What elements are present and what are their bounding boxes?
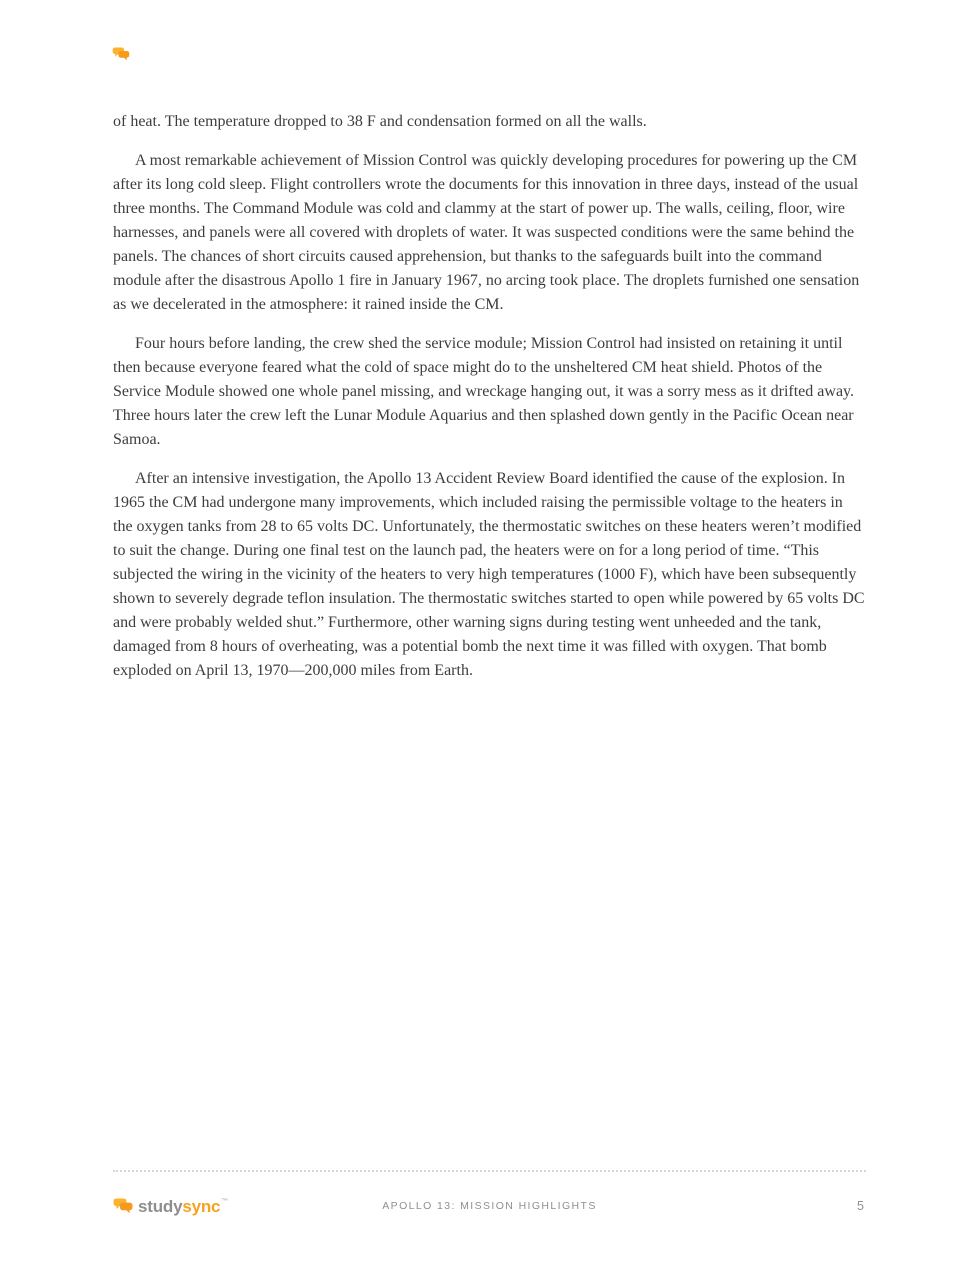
studysync-logo-footer bbox=[113, 1198, 228, 1215]
page-number: 5 bbox=[857, 1199, 864, 1213]
studysync-logo-icon bbox=[112, 47, 130, 61]
wordmark-study: study bbox=[138, 1196, 183, 1216]
footer-row bbox=[113, 1192, 866, 1220]
document-body bbox=[113, 110, 866, 698]
paragraph-2: A most remarkable achievement of Mission Control was quickly developing procedures for powering up the CM after its long cold sleep. Flight controllers wrote the documents for this innovation in three days, instead of the usual three months. The Command Module was cold and clammy at the start of power up. The walls, ceiling, floor, wire harnesses, and panels were all covered with droplets of water. It was suspected conditions were the same behind the panels. The chances of short circuits caused apprehension, but thanks to the safeguards built into the command module after the disastrous Apollo 1 fire in January 1967, no arcing took place. The droplets furnished one sensation as we decelerated in the atmosphere: it rained inside the CM. bbox=[113, 152, 860, 313]
trademark-symbol: ™ bbox=[221, 1197, 229, 1205]
studysync-logo-icon bbox=[113, 1198, 133, 1214]
document-title: APOLLO 13: MISSION HIGHLIGHTS bbox=[382, 1200, 597, 1212]
footer-divider bbox=[113, 1170, 866, 1172]
paragraph-3: Four hours before landing, the crew shed the service module; Mission Control had insisted on retaining it until then because everyone feared what the cold of space might do to the unsheltered CM heat shield. Photos of the Service Module showed one whole panel missing, and wreckage hanging out, it was a sorry mess as it drifted away. Three hours later the crew left the Lunar Module Aquarius and then splashed down gently in the Pacific Ocean near Samoa. bbox=[113, 335, 854, 448]
wordmark-sync: sync bbox=[182, 1196, 221, 1216]
paragraph-1: of heat. The temperature dropped to 38 F and condensation formed on all the walls. bbox=[113, 113, 647, 130]
paragraph-4: After an intensive investigation, the Apollo 13 Accident Review Board identified the cause of the explosion. In 1965 the CM had undergone many improvements, which included raising the permissible voltage to the heaters in the oxygen tanks from 28 to 65 volts DC. Unfortunately, the thermostatic switches on these heaters weren’t modified to suit the change. During one final test on the launch pad, the heaters were on for a long period of time. “This subjected the wiring in the vicinity of the heaters to very high temperatures (1000 F), which have been subsequently shown to severely degrade teflon insulation. The thermostatic switches started to open while powered by 65 volts DC and were probably welded shut.” Furthermore, other warning signs during testing went unheeded and the tank, damaged from 8 hours of overheating, was a potential bomb the next time it was filled with oxygen. That bomb exploded on April 13, 1970—200,000 miles from Earth. bbox=[113, 470, 865, 679]
studysync-wordmark bbox=[138, 1198, 228, 1215]
studysync-logo-header bbox=[112, 47, 130, 61]
page-footer bbox=[113, 1170, 866, 1220]
